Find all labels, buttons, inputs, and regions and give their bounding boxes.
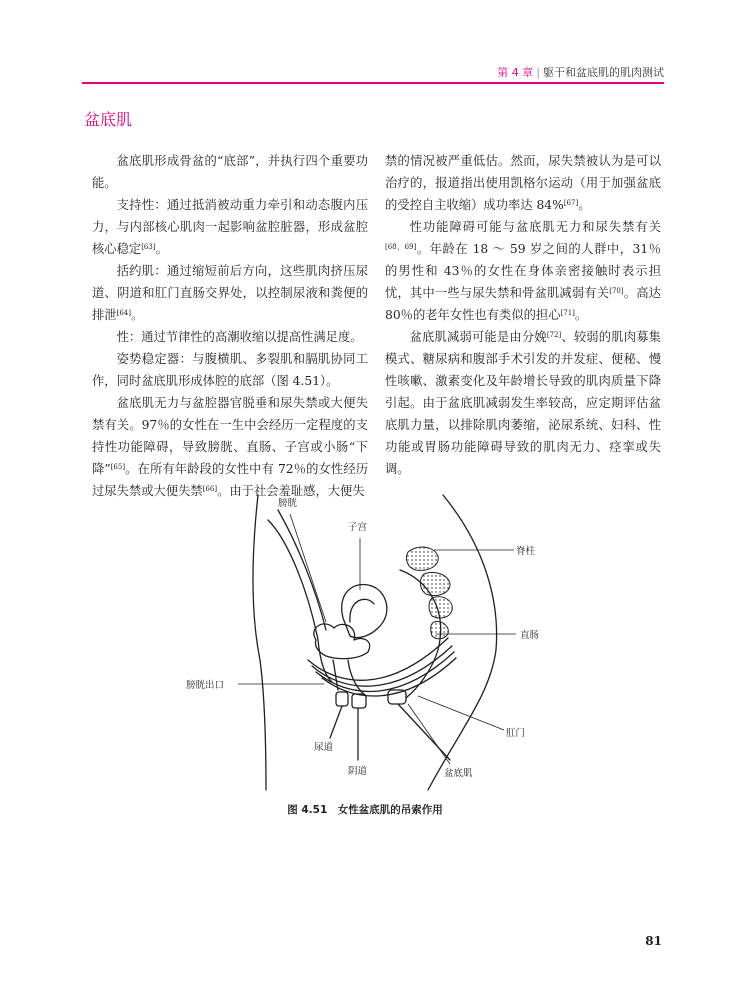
header-rule: [82, 82, 664, 84]
citation: [63]: [141, 243, 156, 251]
header-separator: |: [536, 66, 540, 79]
citation: [66]: [202, 485, 218, 493]
paragraph: 支持性：通过抵消被动重力牵引和动态腹内压力，与内部核心肌肉一起影响盆腔脏器，形成盆腔核心稳定[63]。: [92, 198, 368, 256]
body-contour-back: [428, 495, 497, 790]
body-contour-front: [253, 495, 266, 790]
label-rectum: 直肠: [520, 630, 540, 641]
paragraph: 括约肌：通过缩短前后方向，这些肌肉挤压尿道、阴道和肛门直肠交界处，以控制尿液和粪便的排泄[64]。: [92, 264, 368, 322]
paragraph: 禁的情况被严重低估。然而，尿失禁被认为是可以治疗的，报道指出使用凯格尔运动（用于加强盆底的受控自主收缩）成功率达 84%[67]。: [385, 154, 661, 212]
figure-caption: 图 4.51 女性盆底肌的吊索作用: [287, 804, 443, 816]
paragraph: 性功能障碍可能与盆底肌无力和尿失禁有关[68，69]。年龄在 18 ～ 59 岁之间的人群中，31％的男性和 43％的女性在身体亲密接触时表示担忧，其中一些与尿失禁和骨盆肌减弱有关[70]。高达 80％的老年女性也有类似的担心[71]。: [385, 220, 662, 322]
citation: [68，69]: [385, 243, 417, 251]
paragraph: 姿势稳定器：与腹横肌、多裂肌和膈肌协同工作，同时盆底肌形成体腔的底部（图 4.51）。: [92, 352, 368, 388]
paragraph: 盆底肌形成骨盆的“底部”，并执行四个重要功能。: [92, 154, 368, 190]
vagina-opening: [352, 694, 366, 708]
label-bladder: 膀胱: [278, 498, 298, 509]
paragraph: 性：通过节律性的高潮收缩以提高性满足度。: [116, 330, 363, 344]
label-vagina: 阴道: [348, 766, 368, 777]
running-header: [497, 64, 664, 80]
uterus-shape: [342, 585, 387, 638]
citation: [71]: [560, 309, 575, 317]
citation: [72]: [546, 331, 562, 339]
label-urethra: 尿道: [314, 742, 334, 753]
label-spine: 脊柱: [516, 546, 536, 557]
right-column: [385, 150, 661, 480]
paragraph: 盆底肌减弱可能是由分娩[72]、较弱的肌肉募集模式、糖尿病和腹部手术引发的并发症、便秘、慢性咳嗽、激素变化及年龄增长导致的肌肉质量下降引起。由于盆底肌减弱发生率较高，应定期评估盆底肌力量，以排除肌肉萎缩，泌尿系统、妇科、性功能或胃肠功能障碍导致的肌肉无力、痉挛或失调。: [385, 330, 661, 476]
chapter-title: 躯干和盆底肌的肌肉测试: [543, 66, 664, 79]
pelvic-floor-illustration: [186, 490, 558, 795]
citation: [70]: [609, 287, 624, 295]
label-bladder-outlet: 膀胱出口: [186, 680, 225, 691]
label-pelvic-floor: 盆底肌: [444, 768, 473, 779]
label-anus: 肛门: [506, 728, 526, 739]
citation: [65]: [110, 463, 126, 471]
label-uterus: 子宫: [348, 522, 368, 533]
citation: [67]: [563, 199, 579, 207]
chapter-number: 第 4 章: [497, 66, 534, 79]
section-title: 盆底肌: [84, 110, 133, 129]
anus-opening: [388, 690, 406, 704]
page-number: 81: [645, 934, 662, 948]
spine-vertebrae: [406, 547, 452, 639]
urethra-opening: [336, 692, 348, 706]
citation: [64]: [116, 309, 131, 317]
left-column: [92, 150, 368, 502]
paragraph: 盆底肌无力与盆腔器官脱垂和尿失禁或大便失禁有关。97％的女性在一生中会经历一定程度的支持性功能障碍，导致膀胱、直肠、子宫或小肠“下降”[65]。在所有年龄段的女性中有 72％的女性经历过尿失禁或大便失禁[66]。由于社会羞耻感，大便失: [92, 396, 368, 498]
